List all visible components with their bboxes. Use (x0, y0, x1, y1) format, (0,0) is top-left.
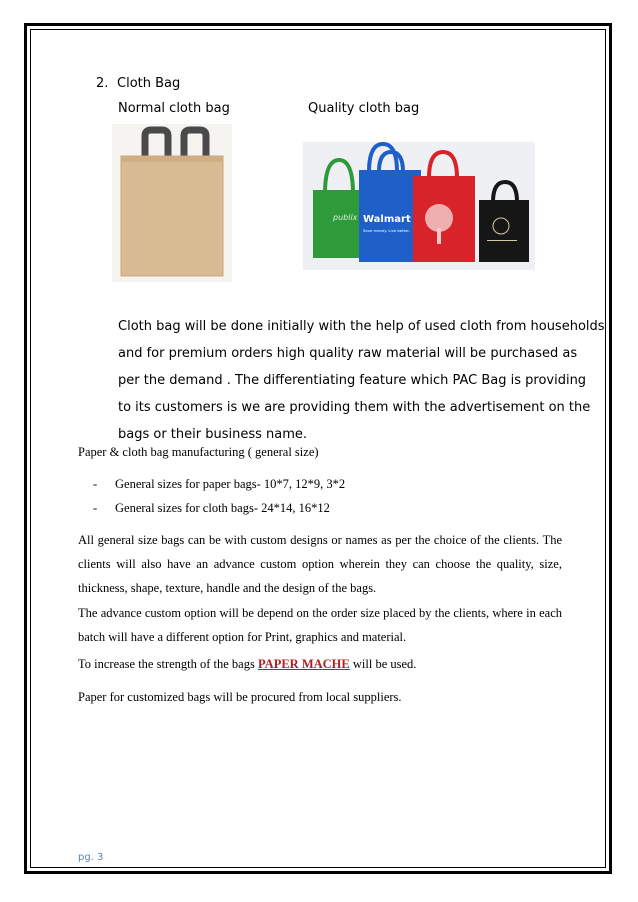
bag-body (121, 156, 223, 276)
bullet-text: General sizes for cloth bags- 24*14, 16*12 (115, 501, 330, 515)
description-line: per the demand . The differentiating feature which PAC Bag is providing (118, 373, 587, 388)
printed-bags-icon (303, 142, 535, 270)
plain-bag-icon (112, 124, 232, 282)
description-line: Cloth bag will be done initially with the help of used cloth from households (118, 319, 605, 334)
section-number: 2. (96, 76, 109, 91)
description-line: to its customers is we are providing them with the advertisement on the (118, 400, 591, 415)
strength-paragraph: To increase the strength of the bags PAPER MACHE will be used. (78, 657, 417, 671)
advance-option-paragraph: The advance custom option will be depend on the order size placed by the clients, where in each batch will have a different option for Print, graphics and material. (78, 606, 562, 644)
supplier-paragraph: Paper for customized bags will be procured from local suppliers. (78, 690, 402, 704)
paper-mache-emphasis: PAPER MACHE (257, 657, 350, 671)
section-heading (96, 76, 180, 91)
description-line: bags or their business name. (118, 427, 308, 442)
custom-design-paragraph: All general size bags can be with custom designs or names as per the choice of the clients. The clients will also have an advance custom option wherein they can choose the quality, size, thickness, shape, texture, handle and the design of the bags. (78, 533, 562, 595)
bullet-text: General sizes for paper bags- 10*7, 12*9, 3*2 (115, 477, 346, 491)
blue-bag-tagline: Save money. Live better. (363, 228, 410, 233)
cloth-bag-description (118, 313, 605, 448)
quality-cloth-bags-image (303, 142, 535, 275)
green-bag-print: publix (333, 213, 358, 222)
normal-bag-label: Normal cloth bag (118, 101, 230, 116)
section-title: Cloth Bag (117, 76, 181, 91)
normal-cloth-bag-image (112, 124, 232, 287)
blue-bag-print: Walmart (363, 214, 411, 225)
quality-bag-label: Quality cloth bag (308, 101, 420, 116)
manufacturing-heading: Paper & cloth bag manufacturing ( general size) (78, 445, 319, 459)
page-number: pg. 3 (78, 852, 104, 863)
description-line: and for premium orders high quality raw material will be purchased as (118, 346, 578, 361)
green-bag (313, 190, 367, 258)
black-bag (479, 200, 529, 262)
